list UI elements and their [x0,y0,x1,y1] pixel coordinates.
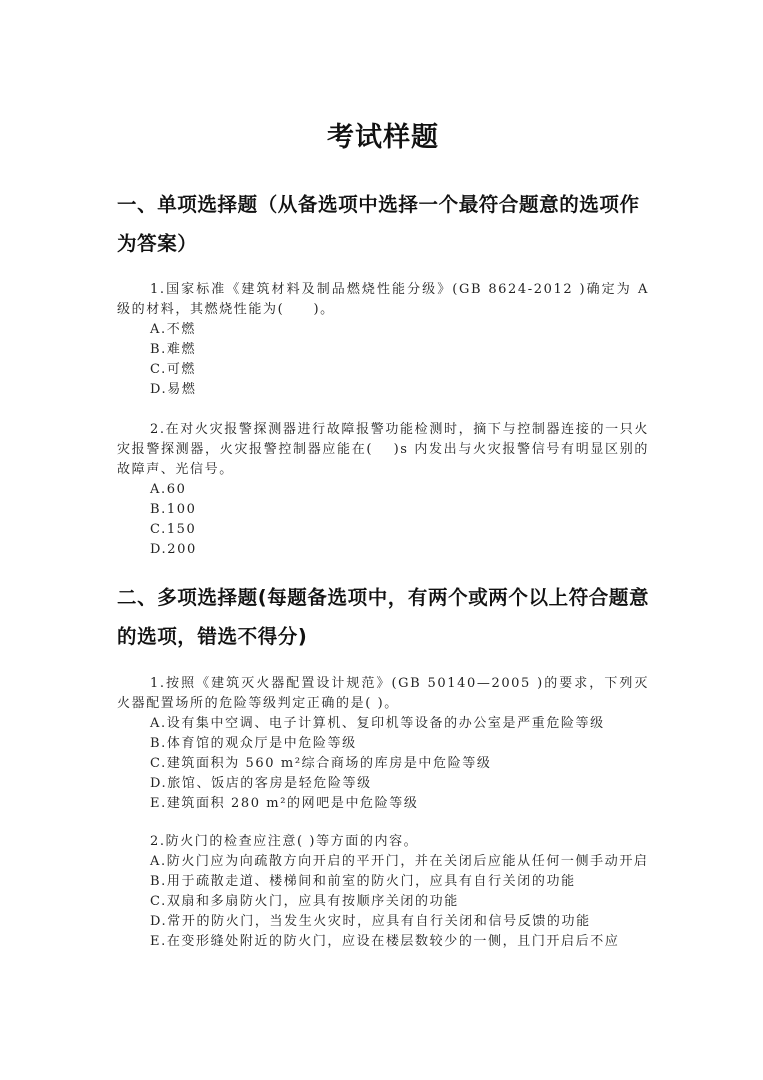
option-c: C.建筑面积为 560 m²综合商场的库房是中危险等级 [150,756,492,771]
option-b: B.100 [150,502,197,517]
option-c: C.可燃 [150,362,197,377]
option-d: D.200 [150,542,197,557]
option-a: A.防火门应为向疏散方向开启的平开门，并在关闭后应能从任何一侧手动开启 [150,854,649,869]
section-heading-multiple-choice: 二、多项选择题(每题备选项中，有两个或两个以上符合题意的选项，错选不得分) [117,586,650,648]
question-stem: 1.按照《建筑灭火器配置设计规范》(GB 50140—2005 )的要求，下列灭火器配置场所的危险等级判定正确的是( )。 [117,676,649,711]
section-heading-single-choice: 一、单项选择题（从备选项中选择一个最符合题意的选项作为答案） [117,193,640,255]
option-d: D.常开的防火门，当发生火灾时，应具有自行关闭和信号反馈的功能 [150,914,591,929]
option-d: D.易燃 [150,382,197,397]
document-title: 考试样题 [327,122,439,153]
option-c: C.双扇和多扇防火门，应具有按顺序关闭的功能 [150,894,459,909]
option-d: D.旅馆、饭店的客房是轻危险等级 [150,776,372,791]
question-stem: 1.国家标准《建筑材料及制品燃烧性能分级》(GB 8624-2012 )确定为 A 级的材料，其燃烧性能为( )。 [117,282,649,317]
question-multiple-1 [117,674,649,814]
option-a: A.不燃 [150,322,196,337]
option-b: B.体育馆的观众厅是中危险等级 [150,736,357,751]
option-b: B.用于疏散走道、楼梯间和前室的防火门，应具有自行关闭的功能 [150,874,576,889]
question-single-2 [117,420,649,560]
option-b: B.难燃 [150,342,197,357]
option-a: A.设有集中空调、电子计算机、复印机等设备的办公室是严重危险等级 [150,716,605,731]
question-stem: 2.防火门的检查应注意( )等方面的内容。 [150,834,419,849]
option-e: E.建筑面积 280 m²的网吧是中危险等级 [150,796,419,811]
option-c: C.150 [150,522,197,537]
question-multiple-2 [117,832,649,952]
question-single-1 [117,280,649,400]
question-stem: 2.在对火灾报警探测器进行故障报警功能检测时，摘下与控制器连接的一只火灾报警探测器，火灾报警控制器应能在( )s 内发出与火灾报警信号有明显区别的故障声、光信号。 [117,422,649,477]
option-e: E.在变形缝处附近的防火门，应设在楼层数较少的一侧，且门开启后不应 [150,934,620,949]
option-a: A.60 [150,482,187,497]
